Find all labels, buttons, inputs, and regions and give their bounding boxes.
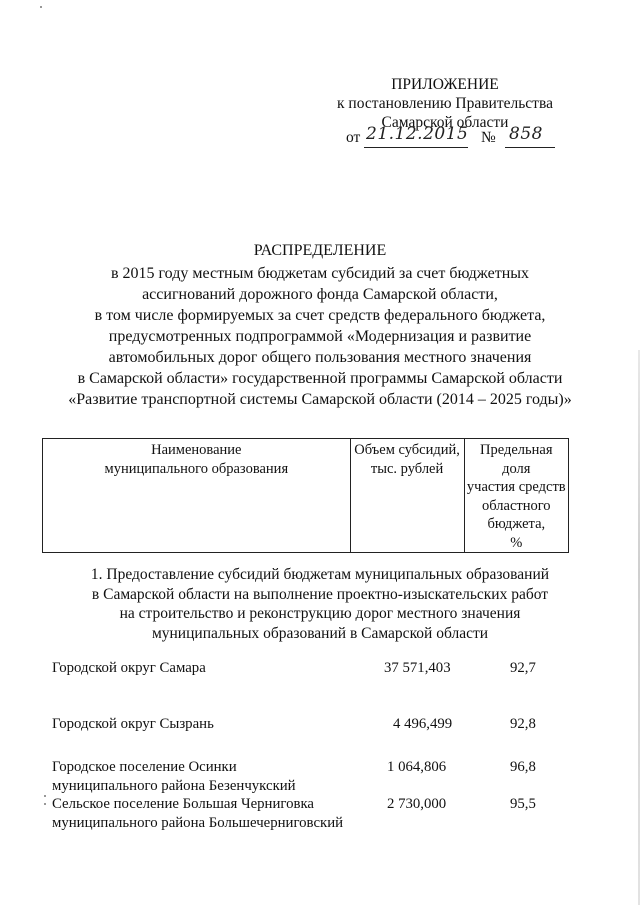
row-share: 92,7 xyxy=(510,660,536,676)
date-handwritten: 21.12.2015 xyxy=(366,124,469,144)
heading-title: РАСПРЕДЕЛЕНИЕ xyxy=(253,242,387,259)
heading-line: в 2015 году местным бюджетам субсидий за счет бюджетных xyxy=(110,265,530,282)
section-line: 1. Предоставление субсидий бюджетам муниципальных образований xyxy=(90,566,550,583)
row-name: Городской округ Самара xyxy=(52,660,206,676)
heading-line: в том числе формируемых за счет средств федерального бюджета, xyxy=(94,307,546,324)
column-header-share-line: областного xyxy=(482,497,551,514)
date-underline xyxy=(364,147,468,148)
heading-line: «Развитие транспортной системы Самарской области (2014 – 2025 годы)» xyxy=(68,391,572,408)
heading-line: в Самарской области» государственной программы Самарской области xyxy=(77,370,563,387)
number-underline xyxy=(505,147,555,148)
appendix-date-line xyxy=(346,124,586,148)
date-prefix: от xyxy=(346,129,361,146)
column-header-name-line: муниципального образования xyxy=(104,460,289,477)
column-header-share-line: бюджета, xyxy=(487,516,546,532)
scan-speck xyxy=(40,6,42,8)
heading-line: автомобильных дорог общего пользования местного значения xyxy=(108,349,532,366)
row-share: 96,8 xyxy=(510,759,536,775)
column-header-volume xyxy=(350,439,464,553)
section-line: муниципальных образований в Самарской области xyxy=(151,624,489,642)
heading-line: предусмотренных подпрограммой «Модернизация и развитие xyxy=(108,328,532,345)
row-name: Городской округ Сызрань xyxy=(52,716,214,732)
heading-line: ассигнований дорожного фонда Самарской области, xyxy=(142,286,498,303)
appendix-region: Самарской области xyxy=(381,114,509,131)
row-name: Сельское поселение Большая Черниговка xyxy=(52,796,314,812)
number-handwritten: 858 xyxy=(509,124,543,144)
scan-speck xyxy=(44,803,46,805)
section-line: на строительство и реконструкцию дорог местного значения xyxy=(119,605,521,622)
row-volume: 1 064,806 xyxy=(387,759,447,775)
column-header-volume-line: Объем субсидий, xyxy=(354,442,460,458)
appendix-subtitle: к постановлению Правительства xyxy=(337,95,553,112)
row-volume: 4 496,499 xyxy=(393,716,453,732)
row-volume: 37 571,403 xyxy=(384,660,451,676)
document-heading xyxy=(0,240,640,410)
column-header-share-line: доля xyxy=(502,460,531,477)
section-line: в Самарской области на выполнение проектно-изыскательских работ xyxy=(91,585,549,603)
column-header-volume-line: тыс. рублей xyxy=(370,460,444,477)
row-name-cont: муниципального района Большечерниговский xyxy=(52,815,344,831)
row-share: 95,5 xyxy=(510,796,536,812)
column-header-share-line: % xyxy=(510,534,523,551)
column-header-share-line: участия средств xyxy=(466,479,566,495)
column-header-name xyxy=(43,439,351,553)
row-name: Городское поселение Осинки xyxy=(52,759,237,775)
row-volume: 2 730,000 xyxy=(387,796,447,812)
column-header-share xyxy=(464,439,568,553)
column-header-share-line: Предельная xyxy=(480,442,553,458)
appendix-title: ПРИЛОЖЕНИЕ xyxy=(391,76,499,93)
scan-speck xyxy=(44,795,46,797)
row-name-cont: муниципального района Безенчукский xyxy=(52,778,296,794)
number-sign: № xyxy=(481,129,496,146)
row-share: 92,8 xyxy=(510,716,536,732)
section-heading xyxy=(0,565,640,643)
heading-body xyxy=(0,263,640,410)
column-header-name-line: Наименование xyxy=(151,442,242,458)
table-header xyxy=(42,438,569,553)
